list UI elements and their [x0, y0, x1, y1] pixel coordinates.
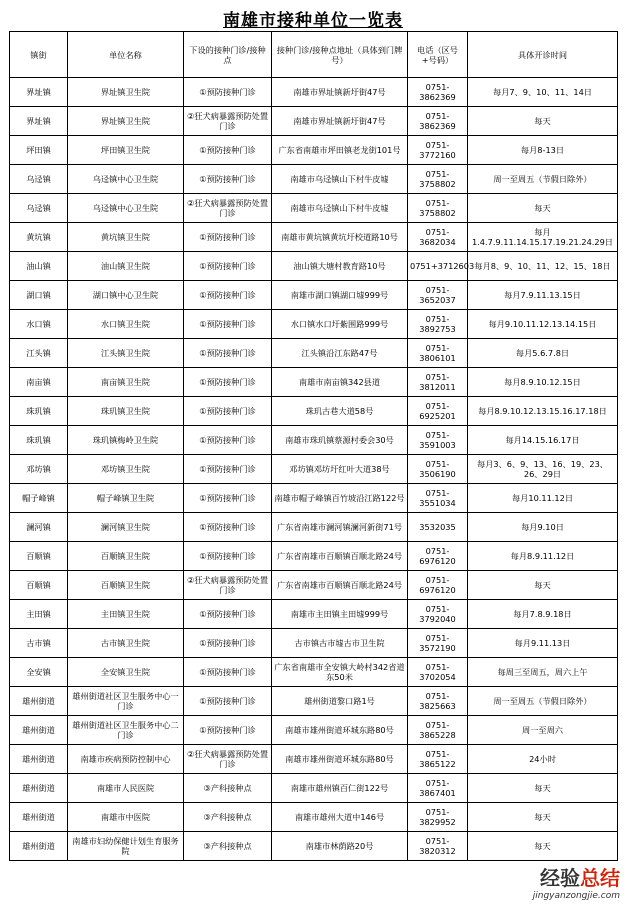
cell-address: 南雄市珠玑镇蔡源村委会30号 [272, 426, 408, 455]
cell-town: 坪田镇 [10, 136, 68, 165]
cell-phone: 0751-6976120 [408, 571, 468, 600]
cell-clinic-type: ②狂犬病暴露预防处置门诊 [184, 571, 272, 600]
header-phone: 电话（区号+号码） [408, 32, 468, 78]
cell-address: 珠玑古巷大道58号 [272, 397, 408, 426]
cell-opening-time: 每月7、9、10、11、14日 [468, 78, 618, 107]
cell-address: 南雄市黄坑镇黄坑圩校道路10号 [272, 223, 408, 252]
cell-unit-name: 南亩镇卫生院 [68, 368, 184, 397]
cell-town: 乌迳镇 [10, 194, 68, 223]
cell-address: 雄州街道黎口路1号 [272, 687, 408, 716]
cell-town: 雄州街道 [10, 832, 68, 861]
cell-unit-name: 坪田镇卫生院 [68, 136, 184, 165]
cell-opening-time: 每天 [468, 803, 618, 832]
cell-address: 南雄市界址镇新圩街47号 [272, 78, 408, 107]
cell-unit-name: 南雄市人民医院 [68, 774, 184, 803]
cell-unit-name: 乌迳镇中心卫生院 [68, 194, 184, 223]
cell-unit-name: 乌迳镇中心卫生院 [68, 165, 184, 194]
cell-address: 江头镇沿江东路47号 [272, 339, 408, 368]
cell-address: 邓坊镇邓坊圩红叶大道38号 [272, 455, 408, 484]
cell-unit-name: 帽子峰镇卫生院 [68, 484, 184, 513]
cell-town: 油山镇 [10, 252, 68, 281]
watermark-url: jingyanzongjie.com [532, 891, 620, 901]
table-row [10, 455, 618, 484]
table-row [10, 310, 618, 339]
cell-unit-name: 全安镇卫生院 [68, 658, 184, 687]
cell-unit-name: 界址镇卫生院 [68, 107, 184, 136]
cell-opening-time: 周一至周五（节假日除外） [468, 687, 618, 716]
cell-town: 帽子峰镇 [10, 484, 68, 513]
cell-unit-name: 雄州街道社区卫生服务中心一门诊 [68, 687, 184, 716]
cell-phone: 0751-3652037 [408, 281, 468, 310]
cell-opening-time: 24小时 [468, 745, 618, 774]
watermark-logo: 经验总结 [540, 866, 620, 890]
table-row [10, 136, 618, 165]
cell-phone: 0751-3758802 [408, 194, 468, 223]
cell-address: 南雄市乌迳镇山下村牛皮墟 [272, 165, 408, 194]
cell-unit-name: 湖口镇中心卫生院 [68, 281, 184, 310]
cell-clinic-type: ①预防接种门诊 [184, 542, 272, 571]
cell-clinic-type: ①预防接种门诊 [184, 716, 272, 745]
cell-phone: 0751-3862369 [408, 78, 468, 107]
cell-clinic-type: ①预防接种门诊 [184, 223, 272, 252]
cell-address: 油山镇大塘村教育路10号 [272, 252, 408, 281]
cell-clinic-type: ①预防接种门诊 [184, 165, 272, 194]
table-row [10, 513, 618, 542]
cell-address: 南雄市雄州大道中146号 [272, 803, 408, 832]
cell-address: 古市镇古市墟古市卫生院 [272, 629, 408, 658]
table-body [10, 78, 618, 861]
cell-unit-name: 雄州街道社区卫生服务中心二门诊 [68, 716, 184, 745]
cell-opening-time: 每月9.10.11.12.13.14.15日 [468, 310, 618, 339]
cell-town: 南亩镇 [10, 368, 68, 397]
table-row [10, 194, 618, 223]
cell-address: 南雄市帽子峰镇百竹坡沿江路122号 [272, 484, 408, 513]
cell-phone: 0751-3865122 [408, 745, 468, 774]
cell-clinic-type: ①预防接种门诊 [184, 136, 272, 165]
cell-address: 广东省南雄市全安镇大岭村342省道东50米 [272, 658, 408, 687]
cell-opening-time: 每月8.9.11.12日 [468, 542, 618, 571]
cell-unit-name: 主田镇卫生院 [68, 600, 184, 629]
cell-town: 珠玑镇 [10, 426, 68, 455]
header-town: 镇街 [10, 32, 68, 78]
cell-address: 南雄市雄州镇百仁街122号 [272, 774, 408, 803]
cell-unit-name: 澜河镇卫生院 [68, 513, 184, 542]
cell-opening-time: 每月8-13日 [468, 136, 618, 165]
cell-opening-time: 每月14.15.16.17日 [468, 426, 618, 455]
cell-clinic-type: ①预防接种门诊 [184, 310, 272, 339]
cell-clinic-type: ①预防接种门诊 [184, 658, 272, 687]
table-row [10, 281, 618, 310]
cell-unit-name: 珠玑镇梅岭卫生院 [68, 426, 184, 455]
cell-opening-time: 每月8、9、10、11、12、15、18日 [468, 252, 618, 281]
cell-phone: 0751-3820312 [408, 832, 468, 861]
cell-town: 雄州街道 [10, 774, 68, 803]
cell-unit-name: 珠玑镇卫生院 [68, 397, 184, 426]
cell-opening-time: 每月9.10日 [468, 513, 618, 542]
cell-town: 澜河镇 [10, 513, 68, 542]
cell-unit-name: 界址镇卫生院 [68, 78, 184, 107]
cell-clinic-type: ①预防接种门诊 [184, 339, 272, 368]
cell-phone: 3532035 [408, 513, 468, 542]
cell-clinic-type: ②狂犬病暴露预防处置门诊 [184, 194, 272, 223]
cell-clinic-type: ①预防接种门诊 [184, 252, 272, 281]
cell-phone: 0751-3772160 [408, 136, 468, 165]
cell-opening-time: 周一至周五（节假日除外） [468, 165, 618, 194]
table-row [10, 368, 618, 397]
cell-address: 南雄市湖口镇湖口墟999号 [272, 281, 408, 310]
table-row [10, 716, 618, 745]
table-row [10, 484, 618, 513]
watermark [533, 862, 620, 901]
table-row [10, 78, 618, 107]
table-row [10, 571, 618, 600]
cell-phone: 0751-3506190 [408, 455, 468, 484]
cell-unit-name: 南雄市妇幼保健计划生育服务院 [68, 832, 184, 861]
cell-opening-time: 每月8.9.10.12.15日 [468, 368, 618, 397]
cell-clinic-type: ③产科接种点 [184, 803, 272, 832]
table-row [10, 252, 618, 281]
cell-town: 珠玑镇 [10, 397, 68, 426]
cell-phone: 0751-3892753 [408, 310, 468, 339]
cell-opening-time: 每天 [468, 194, 618, 223]
cell-clinic-type: ①预防接种门诊 [184, 281, 272, 310]
cell-opening-time: 每月10.11.12日 [468, 484, 618, 513]
header-clinic-type: 下设的接种门诊/接种点 [184, 32, 272, 78]
cell-phone: 0751-3792040 [408, 600, 468, 629]
cell-address: 广东省南雄市百顺镇百顺北路24号 [272, 571, 408, 600]
cell-phone: 0751-3758802 [408, 165, 468, 194]
cell-unit-name: 水口镇卫生院 [68, 310, 184, 339]
cell-address: 南雄市南亩镇342县道 [272, 368, 408, 397]
table-row [10, 803, 618, 832]
page-title: 南雄市接种单位一览表 [223, 11, 403, 31]
table-row [10, 223, 618, 252]
cell-opening-time: 周一至周六 [468, 716, 618, 745]
cell-phone: 0751-3865228 [408, 716, 468, 745]
cell-opening-time: 每月7.9.11.13.15日 [468, 281, 618, 310]
cell-phone: 0751-3862369 [408, 107, 468, 136]
cell-town: 水口镇 [10, 310, 68, 339]
cell-phone: 0751-6976120 [408, 542, 468, 571]
cell-town: 雄州街道 [10, 687, 68, 716]
cell-phone: 0751-3591003 [408, 426, 468, 455]
cell-opening-time: 每天 [468, 774, 618, 803]
cell-address: 南雄市乌迳镇山下村牛皮墟 [272, 194, 408, 223]
table-row [10, 687, 618, 716]
cell-address: 南雄市雄州街道环城东路80号 [272, 716, 408, 745]
cell-opening-time: 每月5.6.7.8日 [468, 339, 618, 368]
cell-town: 乌迳镇 [10, 165, 68, 194]
cell-unit-name: 百顺镇卫生院 [68, 542, 184, 571]
cell-town: 古市镇 [10, 629, 68, 658]
table-header-row [10, 32, 618, 78]
cell-clinic-type: ①预防接种门诊 [184, 368, 272, 397]
cell-opening-time: 每天 [468, 832, 618, 861]
cell-unit-name: 油山镇卫生院 [68, 252, 184, 281]
cell-address: 南雄市界址镇新圩街47号 [272, 107, 408, 136]
cell-address: 南雄市林荫路20号 [272, 832, 408, 861]
cell-phone: 0751-3806101 [408, 339, 468, 368]
cell-clinic-type: ①预防接种门诊 [184, 687, 272, 716]
cell-clinic-type: ②狂犬病暴露预防处置门诊 [184, 745, 272, 774]
table-row [10, 745, 618, 774]
cell-unit-name: 古市镇卫生院 [68, 629, 184, 658]
cell-town: 黄坑镇 [10, 223, 68, 252]
table-row [10, 629, 618, 658]
cell-phone: 0751-3829952 [408, 803, 468, 832]
table-row [10, 165, 618, 194]
cell-address: 广东省南雄市坪田镇老龙街101号 [272, 136, 408, 165]
cell-town: 百顺镇 [10, 542, 68, 571]
cell-town: 邓坊镇 [10, 455, 68, 484]
cell-unit-name: 南雄市中医院 [68, 803, 184, 832]
cell-unit-name: 黄坑镇卫生院 [68, 223, 184, 252]
header-unit-name: 单位名称 [68, 32, 184, 78]
cell-address: 广东省南雄市百顺镇百顺北路24号 [272, 542, 408, 571]
table-row [10, 397, 618, 426]
cell-town: 全安镇 [10, 658, 68, 687]
cell-clinic-type: ③产科接种点 [184, 832, 272, 861]
cell-unit-name: 邓坊镇卫生院 [68, 455, 184, 484]
cell-clinic-type: ①预防接种门诊 [184, 78, 272, 107]
cell-phone: 0751-3572190 [408, 629, 468, 658]
cell-clinic-type: ①预防接种门诊 [184, 426, 272, 455]
cell-phone: 0751-3682034 [408, 223, 468, 252]
cell-phone: 0751-6925201 [408, 397, 468, 426]
vaccination-units-table [9, 31, 618, 861]
cell-clinic-type: ①预防接种门诊 [184, 629, 272, 658]
cell-opening-time: 每月8.9.10.12.13.15.16.17.18日 [468, 397, 618, 426]
cell-opening-time: 每月7.8.9.18日 [468, 600, 618, 629]
cell-town: 雄州街道 [10, 803, 68, 832]
cell-town: 湖口镇 [10, 281, 68, 310]
cell-clinic-type: ①预防接种门诊 [184, 600, 272, 629]
cell-phone: 0751-3867401 [408, 774, 468, 803]
cell-town: 雄州街道 [10, 745, 68, 774]
cell-phone: 0751-3825663 [408, 687, 468, 716]
cell-unit-name: 百顺镇卫生院 [68, 571, 184, 600]
cell-phone: 0751-3702054 [408, 658, 468, 687]
cell-address: 南雄市雄州街道环城东路80号 [272, 745, 408, 774]
cell-clinic-type: ②狂犬病暴露预防处置门诊 [184, 107, 272, 136]
cell-town: 界址镇 [10, 107, 68, 136]
cell-unit-name: 江头镇卫生院 [68, 339, 184, 368]
table-row [10, 542, 618, 571]
cell-address: 广东省南雄市澜河镇澜河新街71号 [272, 513, 408, 542]
cell-clinic-type: ①预防接种门诊 [184, 455, 272, 484]
cell-opening-time: 每周三至周五，周六上午 [468, 658, 618, 687]
table-row [10, 339, 618, 368]
cell-opening-time: 每天 [468, 107, 618, 136]
table-row [10, 832, 618, 861]
cell-unit-name: 南雄市疾病预防控制中心 [68, 745, 184, 774]
table-row [10, 658, 618, 687]
cell-clinic-type: ①预防接种门诊 [184, 513, 272, 542]
header-opening-time: 具体开诊时间 [468, 32, 618, 78]
cell-opening-time: 每天 [468, 571, 618, 600]
cell-phone: 0751-3812011 [408, 368, 468, 397]
cell-town: 主田镇 [10, 600, 68, 629]
table-row [10, 774, 618, 803]
cell-town: 界址镇 [10, 78, 68, 107]
cell-opening-time: 每月9.11.13日 [468, 629, 618, 658]
cell-phone: 0751+3712603 [408, 252, 468, 281]
header-address: 接种门诊/接种点地址（具体到门牌号） [272, 32, 408, 78]
cell-town: 雄州街道 [10, 716, 68, 745]
cell-clinic-type: ①预防接种门诊 [184, 397, 272, 426]
cell-town: 百顺镇 [10, 571, 68, 600]
cell-town: 江头镇 [10, 339, 68, 368]
cell-opening-time: 每月1.4.7.9.11.14.15.17.19.21.24.29日 [468, 223, 618, 252]
cell-clinic-type: ①预防接种门诊 [184, 484, 272, 513]
cell-address: 水口镇水口圩紫围路999号 [272, 310, 408, 339]
table-row [10, 107, 618, 136]
cell-address: 南雄市主田镇主田墟999号 [272, 600, 408, 629]
cell-opening-time: 每月3、6、9、13、16、19、23、26、29日 [468, 455, 618, 484]
cell-phone: 0751-3551034 [408, 484, 468, 513]
cell-clinic-type: ③产科接种点 [184, 774, 272, 803]
table-row [10, 600, 618, 629]
table-row [10, 426, 618, 455]
